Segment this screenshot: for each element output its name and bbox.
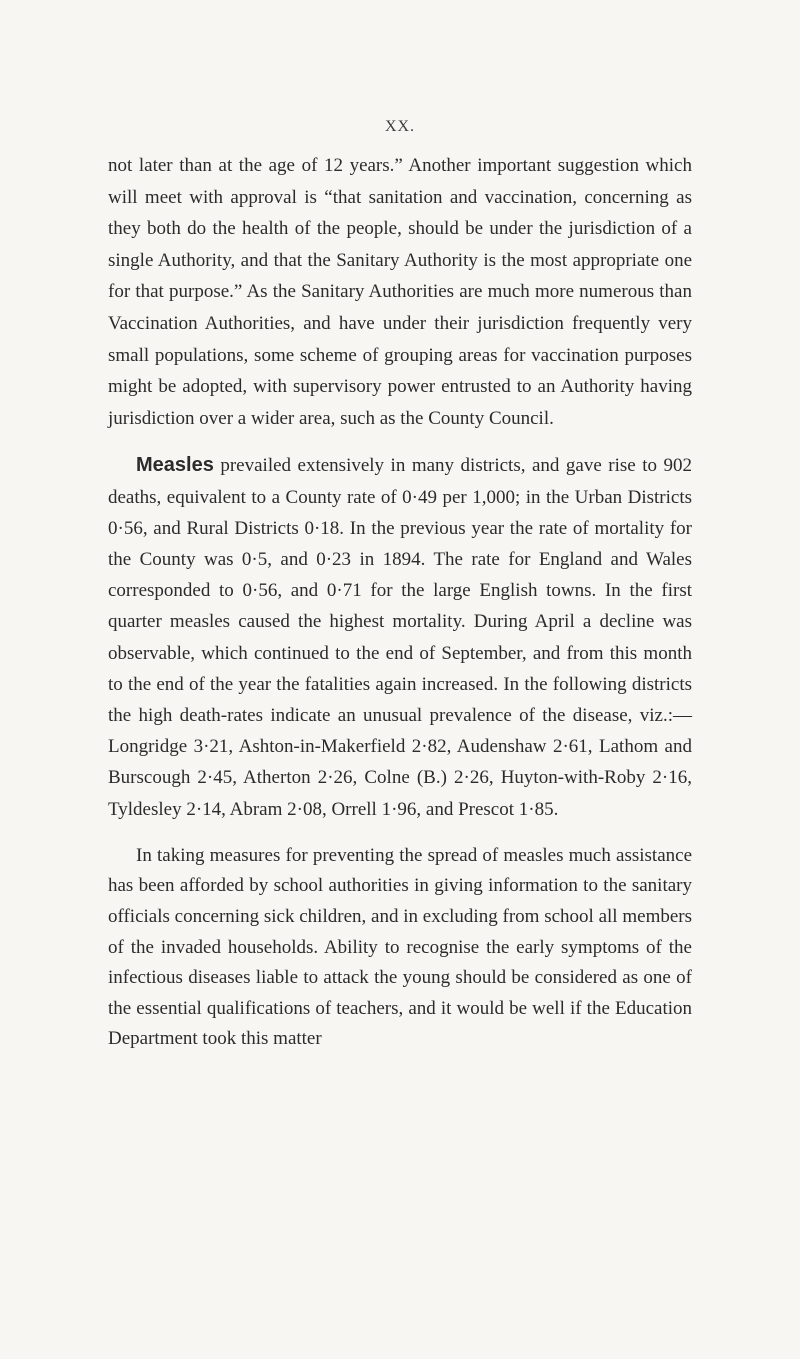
- paragraph-measles: [108, 450, 692, 824]
- paragraph-vaccination: not later than at the age of 12 years.” Another important suggestion which will meet with approval is “that sanitation and vaccination, concerning as they both do the health of the people, should be under the jurisdiction of a single Authority, and that the Sanitary Authority is the most appropriate one for that purpose.” As the Sanitary Authorities are much more numerous than Vaccination Authorities, and have under their jurisdiction frequently very small populations, some scheme of grouping areas for vaccination purposes might be adopted, with supervisory power entrusted to an Authority having jurisdiction over a wider area, such as the County Council.: [108, 155, 692, 429]
- body-text: [108, 150, 692, 1055]
- paragraph-prevention: [108, 841, 692, 1055]
- section-heading-measles: Measles: [136, 454, 214, 477]
- paragraph-measles-text: prevailed extensively in many districts, and gave rise to 902 deaths, equivalent to a County rate of 0·49 per 1,000; in the Urban Districts 0·56, and Rural Districts 0·18. In the previous year the rate of mortality for the County was 0·5, and 0·23 in 1894. The rate for England and Wales corresponded to 0·56, and 0·71 for the large English towns. In the first quarter measles caused the highest mortality. During April a decline was observable, which continued to the end of September, and from this month to the end of the year the fatalities again increased. In the following districts the high death-rates indicate an unusual prevalence of the disease, viz.:—Longridge 3·21, Ashton-in-Makerfield 2·82, Audenshaw 2·61, Lathom and Burscough 2·45, Atherton 2·26, Colne (B.) 2·26, Huyton-with-Roby 2·16, Tyldesley 2·14, Abram 2·08, Orrell 1·96, and Prescot 1·85.: [108, 455, 692, 820]
- page-number: XX.: [384, 118, 416, 135]
- paragraph-prevention-text: In taking measures for preventing the spread of measles much assistance has been afforded by school authorities in giving information to the sanitary officials concerning sick children, and in excluding from school all members of the invaded households. Ability to recognise the early symptoms of the infectious diseases liable to attack the young should be considered as one of the essential qualifications of teachers, and it would be well if the Education Department took this matter: [108, 844, 692, 1050]
